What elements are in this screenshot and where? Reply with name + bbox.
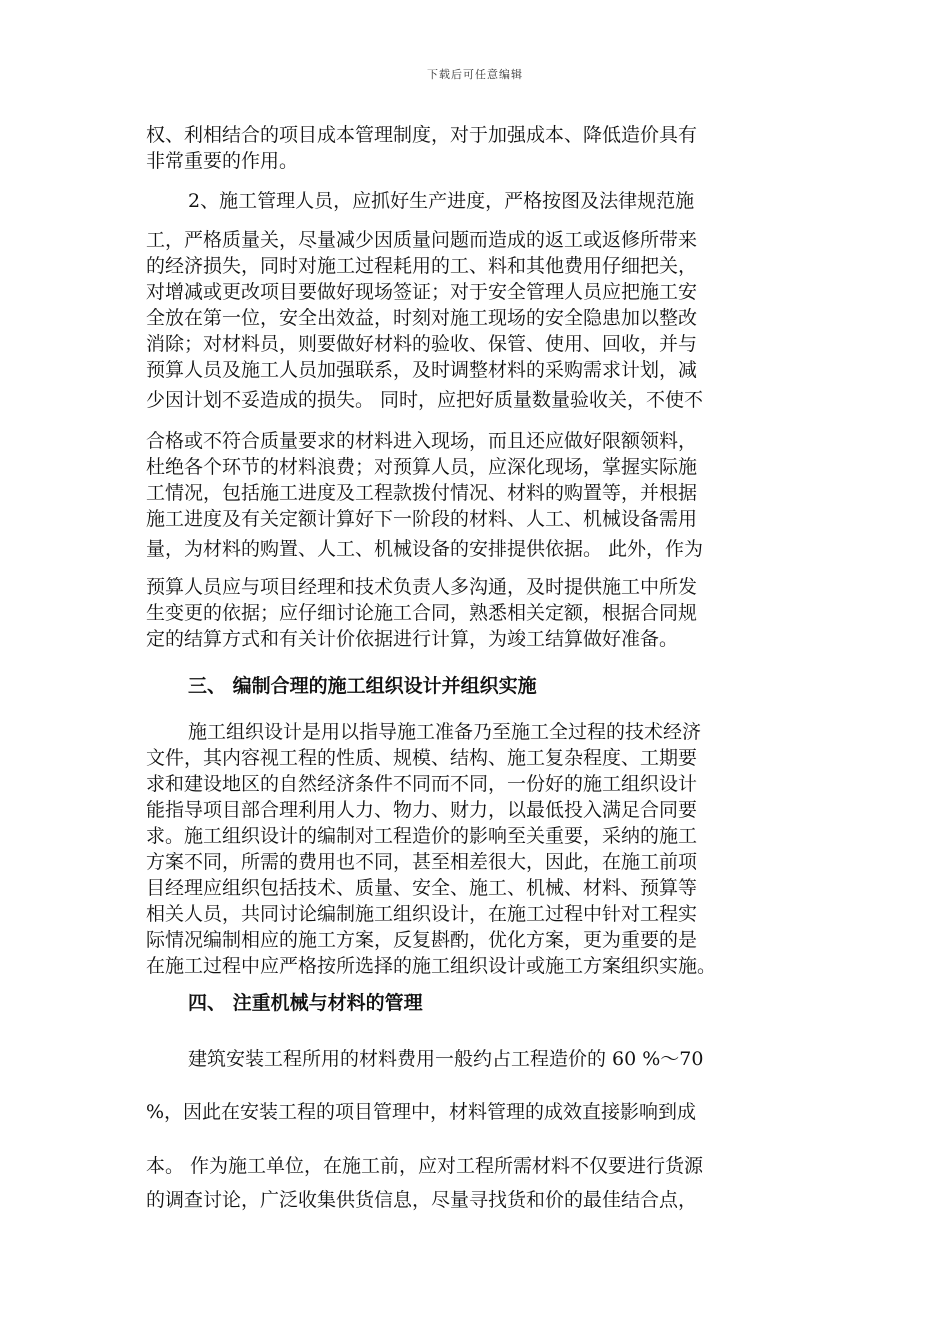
text-line: 2、施工管理人员，应抓好生产进度，严格按图及法律规范施 bbox=[188, 190, 695, 212]
text-line: %，因此在安装工程的项目管理中，材料管理的成效直接影响到成 bbox=[146, 1101, 697, 1123]
text-line: 非常重要的作用。 bbox=[146, 150, 299, 172]
text-line: 消除；对材料员，则要做好材料的验收、保管、使用、回收，并与 bbox=[146, 333, 698, 355]
text-line: 相关人员，共同讨论编制施工组织设计，在施工过程中针对工程实 bbox=[146, 903, 698, 925]
text-line: 建筑安装工程所用的材料费用一般约占工程造价的 60 %～70 bbox=[188, 1048, 704, 1070]
page-header: 下载后可任意编辑 bbox=[427, 68, 523, 81]
text-line: 权、利相结合的项目成本管理制度，对于加强成本、降低造价具有 bbox=[146, 124, 698, 146]
text-line: 方案不同，所需的费用也不同，甚至相差很大，因此，在施工前项 bbox=[146, 851, 698, 873]
text-line: 生变更的依据；应仔细讨论施工合同，熟悉相关定额，根据合同规 bbox=[146, 602, 698, 624]
section-heading: 三、 编制合理的施工组织设计并组织实施 bbox=[188, 675, 537, 697]
text-line: 对增减或更改项目要做好现场签证；对于安全管理人员应把施工安 bbox=[146, 281, 698, 303]
text-line: 本。 作为施工单位，在施工前，应对工程所需材料不仅要进行货源 bbox=[146, 1155, 704, 1177]
text-line: 能指导项目部合理利用人力、物力、财力，以最低投入满足合同要 bbox=[146, 799, 698, 821]
text-line: 文件，其内容视工程的性质、规模、结构、施工复杂程度、工期要 bbox=[146, 747, 698, 769]
text-line: 全放在第一位，安全出效益，时刻对施工现场的安全隐患加以整改 bbox=[146, 307, 698, 329]
text-line: 施工进度及有关定额计算好下一阶段的材料、人工、机械设备需用 bbox=[146, 508, 698, 530]
text-line: 求。施工组织设计的编制对工程造价的影响至关重要，采纳的施工 bbox=[146, 825, 698, 847]
text-line: 预算人员应与项目经理和技术负责人多沟通，及时提供施工中所发 bbox=[146, 576, 698, 598]
text-line: 目经理应组织包括技术、质量、安全、施工、机械、材料、预算等 bbox=[146, 877, 698, 899]
text-line: 求和建设地区的自然经济条件不同而不同，一份好的施工组织设计 bbox=[146, 773, 698, 795]
text-line: 施工组织设计是用以指导施工准备乃至施工全过程的技术经济 bbox=[188, 721, 702, 743]
text-line: 少因计划不妥造成的损失。 同时，应把好质量数量验收关，不使不 bbox=[146, 389, 704, 411]
text-line: 预算人员及施工人员加强联系，及时调整材料的采购需求计划，减 bbox=[146, 359, 698, 381]
section-heading: 四、 注重机械与材料的管理 bbox=[188, 992, 423, 1014]
text-line: 工情况，包括施工进度及工程款拨付情况、材料的购置等，并根据 bbox=[146, 482, 698, 504]
text-line: 工，严格质量关，尽量减少因质量问题而造成的返工或返修所带来 bbox=[146, 229, 698, 251]
text-line: 合格或不符合质量要求的材料进入现场，而且还应做好限额领料， bbox=[146, 430, 698, 452]
text-line: 的调查讨论，广泛收集供货信息，尽量寻找货和价的最佳结合点， bbox=[146, 1189, 698, 1211]
text-line: 的经济损失，同时对施工过程耗用的工、料和其他费用仔细把关， bbox=[146, 255, 698, 277]
text-line: 量，为材料的购置、人工、机械设备的安排提供依据。 此外，作为 bbox=[146, 538, 704, 560]
text-line: 际情况编制相应的施工方案，反复斟酌，优化方案，更为重要的是 bbox=[146, 929, 698, 951]
text-line: 在施工过程中应严格按所选择的施工组织设计或施工方案组织实施。 bbox=[146, 955, 717, 977]
text-line: 定的结算方式和有关计价依据进行计算，为竣工结算做好准备。 bbox=[146, 628, 679, 650]
text-line: 杜绝各个环节的材料浪费；对预算人员，应深化现场，掌握实际施 bbox=[146, 456, 698, 478]
